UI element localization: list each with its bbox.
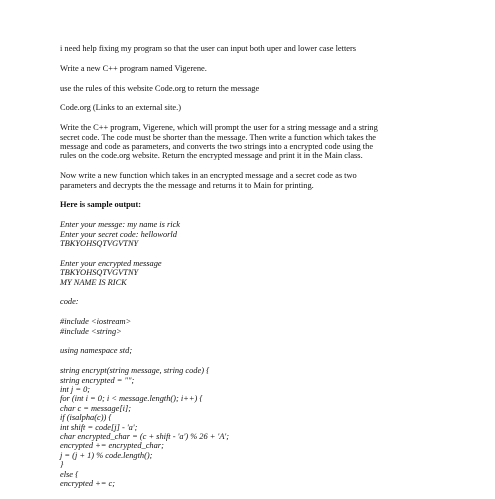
code-line: char c = message[i]; bbox=[60, 403, 132, 413]
sample-line: Enter your encrypted message bbox=[60, 258, 162, 268]
document-page bbox=[60, 44, 446, 499]
decrypt-line: parameters and decrypts the the message and returns it to Main for printing. bbox=[60, 180, 314, 190]
code-includes bbox=[60, 317, 446, 336]
sample-line: MY NAME IS RICK bbox=[60, 277, 127, 287]
task-rules: use the rules of this website Code.org to return the message bbox=[60, 83, 260, 93]
code-line: string encrypted = ""; bbox=[60, 375, 135, 385]
code-line: int shift = code[j] - 'a'; bbox=[60, 422, 138, 432]
decrypt-line: Now write a new function which takes in an encrypted message and a secret code as two bbox=[60, 171, 357, 181]
task-program-name: Write a new C++ program named Vigerene. bbox=[60, 63, 207, 73]
decrypt-paragraph bbox=[60, 171, 446, 190]
sample-heading: Here is sample output: bbox=[60, 200, 142, 210]
sample-line: Enter your messge: my name is rick bbox=[60, 220, 181, 230]
code-org-link[interactable]: Code.org (Links to an external site.) bbox=[60, 103, 182, 113]
code-line: encrypted += c; bbox=[60, 479, 116, 489]
code-line: } bbox=[60, 460, 64, 470]
sample-line: TBKYOHSQTVGVTNY bbox=[60, 239, 139, 249]
code-namespace: using namespace std; bbox=[60, 346, 133, 356]
sample-output-encrypt bbox=[60, 220, 446, 248]
intro-text: i need help fixing my program so that the user can input both uper and lower case letters bbox=[60, 44, 357, 53]
code-line: #include <iostream> bbox=[60, 317, 132, 327]
code-line: encrypted += encrypted_char; bbox=[60, 441, 164, 451]
description-line: message and code as parameters, and converts the two strings into a encrypted code using the bbox=[60, 142, 374, 151]
sample-output-decrypt bbox=[60, 259, 446, 287]
description-line: secret code. The code must be shorter than the message. Then write a function which takes the bbox=[60, 132, 376, 142]
code-line: char encrypted_char = (c + shift - 'a') % 26 + 'A'; bbox=[60, 432, 230, 442]
description-line: Write the C++ program, Vigerene, which will prompt the user for a string message and a string bbox=[60, 123, 378, 133]
code-label: code: bbox=[60, 297, 79, 307]
code-line: if (isalpha(c)) { bbox=[60, 413, 112, 423]
code-line: for (int i = 0; i < message.length(); i++) { bbox=[60, 394, 203, 404]
code-line: #include <string> bbox=[60, 326, 122, 336]
code-line: int j = 0; bbox=[60, 385, 91, 395]
description-paragraph bbox=[60, 123, 446, 161]
sample-line: Enter your secret code: helloworld bbox=[60, 229, 177, 239]
code-block bbox=[60, 366, 446, 488]
sample-line: TBKYOHSQTVGVTNY bbox=[60, 268, 139, 278]
code-line: string encrypt(string message, string code) { bbox=[60, 366, 210, 376]
code-line: j = (j + 1) % code.length(); bbox=[60, 450, 153, 460]
code-line: else { bbox=[60, 469, 79, 479]
description-line: rules on the code.org website. Return the encrypted message and print it in the Main class. bbox=[60, 151, 363, 161]
